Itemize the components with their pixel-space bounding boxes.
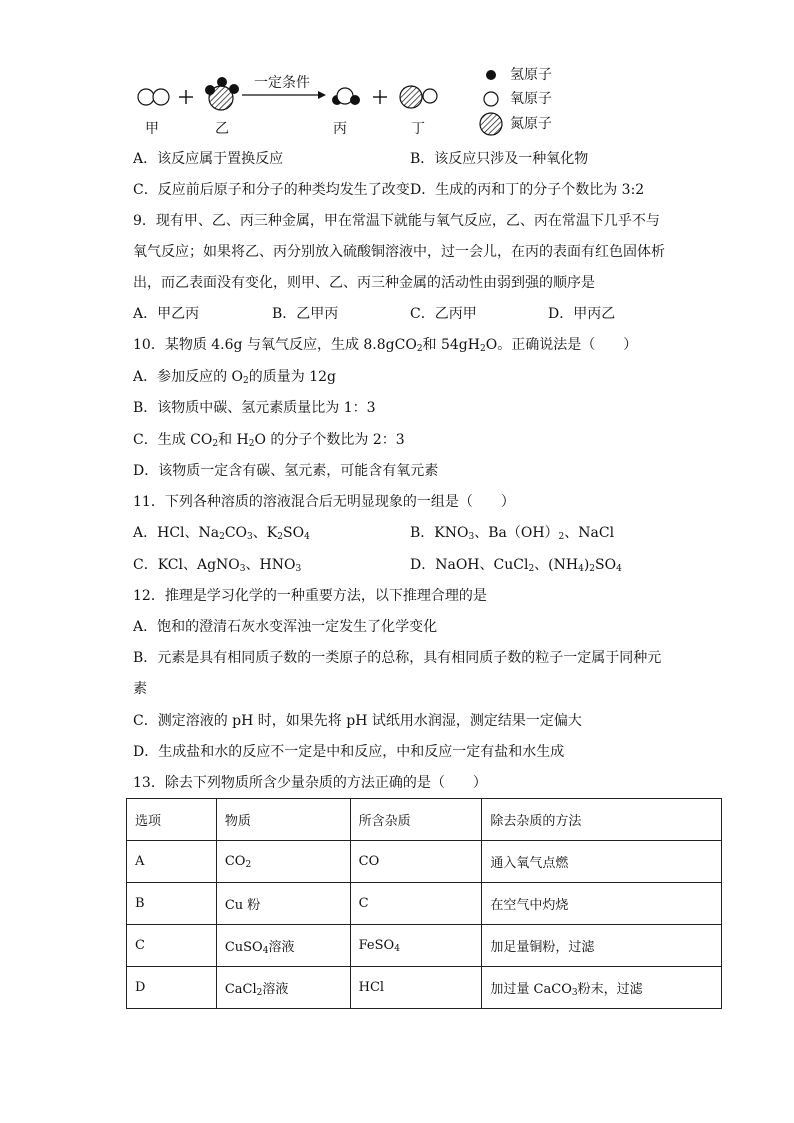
legend-nitrogen-label: 氮原子 — [510, 116, 552, 132]
cell-method: 加过量 CaCO$_3$粉末，过滤 — [482, 967, 722, 1009]
legend-hydrogen-icon — [486, 70, 496, 80]
cell-method: 在空气中灼烧 — [482, 883, 722, 925]
q8-option-d: D．生成的丙和丁的分子个数比为 3:2 — [410, 182, 645, 198]
q9-option-c: C．乙丙甲 — [410, 306, 477, 322]
cell-impurity: FeSO$_4$ — [350, 925, 482, 967]
reaction-arrow — [242, 91, 326, 99]
q9-option-d: D．甲丙乙 — [548, 306, 616, 322]
cell-impurity: CO — [350, 841, 482, 883]
q10-option-c: C．生成 $CO_2$和 $H_2O$ 的分子个数比为 2：3 — [133, 432, 405, 449]
q12-option-c: C．测定溶液的 pH 时，如果先将 pH 试纸用水润湿，测定结果一定偏大 — [133, 713, 582, 729]
q11-option-d: D．NaOH、CuCl$_2$、$(NH_4)_2SO_4$ — [410, 557, 622, 574]
q13-stem: 13．除去下列物质所含少量杂质的方法正确的是（ ） — [133, 775, 487, 791]
table-row — [127, 967, 722, 1009]
cell-option: D — [127, 967, 217, 1009]
plus-sign-2 — [373, 90, 387, 104]
molecule-yi — [205, 77, 239, 110]
q8-option-a: A．该反应属于置换反应 — [133, 151, 284, 167]
label-yi: 乙 — [215, 121, 229, 137]
q12-option-d: D．生成盐和水的反应不一定是中和反应，中和反应一定有盐和水生成 — [133, 744, 565, 760]
q9-stem-line-1: 9．现有甲、乙、丙三种金属，甲在常温下就能与氧气反应，乙、丙在常温下几乎不与 — [133, 213, 660, 229]
header-impurity: 所含杂质 — [350, 799, 482, 841]
cell-impurity: HCl — [350, 967, 482, 1009]
q11-option-b: B．$KNO_3$、$Ba(OH)_2$、NaCl — [410, 525, 615, 542]
q9-stem-line-2: 氧气反应；如果将乙、丙分别放入硫酸铜溶液中，过一会儿，在丙的表面有红色固体析 — [133, 244, 665, 260]
cell-option: C — [127, 925, 217, 967]
cell-method: 通入氧气点燃 — [482, 841, 722, 883]
table-row — [127, 925, 722, 967]
label-ding: 丁 — [411, 121, 425, 137]
q8-option-b: B．该反应只涉及一种氧化物 — [410, 151, 589, 167]
cell-substance: $CO_2$ — [216, 841, 350, 883]
label-bing: 丙 — [333, 121, 347, 137]
q12-option-b-line-2: 素 — [133, 681, 147, 697]
legend-nitrogen-icon — [480, 113, 502, 135]
label-jia: 甲 — [145, 121, 159, 137]
q8-option-c: C．反应前后原子和分子的种类均发生了改变 — [133, 182, 410, 198]
header-substance: 物质 — [216, 799, 350, 841]
q11-option-a: A．HCl、$Na_2CO_3$、$K_2SO_4$ — [133, 525, 310, 542]
q10-option-b: B．该物质中碳、氢元素质量比为 1：3 — [133, 400, 376, 416]
cell-method: 加足量铜粉，过滤 — [482, 925, 722, 967]
q10-stem: 10．某物质 4.6g 与氧气反应，生成 8.8gCO$_2$和 $54gH_2O$。正确说法是（ ） — [133, 337, 638, 354]
q11-stem: 11．下列各种溶质的溶液混合后无明显现象的一组是（ ） — [133, 494, 515, 510]
q10-option-d: D．该物质一定含有碳、氢元素，可能含有氧元素 — [133, 463, 439, 479]
cell-option: B — [127, 883, 217, 925]
cell-substance: Cu 粉 — [216, 883, 350, 925]
q12-option-b-line-1: B．元素是具有相同质子数的一类原子的总称，具有相同质子数的粒子一定属于同种元 — [133, 650, 662, 666]
q9-stem-line-3: 出，而乙表面没有变化，则甲、乙、丙三种金属的活动性由弱到强的顺序是 — [133, 275, 595, 291]
molecule-bing — [332, 88, 360, 105]
reaction-condition: 一定条件 — [254, 75, 310, 91]
molecule-jia — [138, 89, 169, 105]
molecule-ding — [400, 86, 437, 108]
reaction-diagram-svg — [0, 0, 794, 150]
legend-oxygen-icon — [484, 92, 498, 106]
table-row — [127, 841, 722, 883]
cell-option: A — [127, 841, 217, 883]
q10-option-a: A．参加反应的 $O_2$的质量为 12g — [133, 369, 337, 386]
q13-table — [126, 798, 722, 1009]
cell-substance: CuSO$_4$溶液 — [216, 925, 350, 967]
q9-option-b: B．乙甲丙 — [272, 306, 339, 322]
table-header-row — [127, 799, 722, 841]
legend-hydrogen-label: 氢原子 — [510, 67, 552, 83]
header-method: 除去杂质的方法 — [482, 799, 722, 841]
q11-option-c: C．KCl、AgNO$_3$、$HNO_3$ — [133, 557, 302, 574]
plus-sign-1 — [179, 90, 193, 104]
cell-impurity: C — [350, 883, 482, 925]
q9-option-a: A．甲乙丙 — [133, 306, 200, 322]
table-row — [127, 883, 722, 925]
cell-substance: CaCl$_2$溶液 — [216, 967, 350, 1009]
q12-stem: 12．推理是学习化学的一种重要方法，以下推理合理的是 — [133, 588, 487, 604]
header-option: 选项 — [127, 799, 217, 841]
legend-oxygen-label: 氧原子 — [510, 91, 552, 107]
q12-option-a: A．饱和的澄清石灰水变浑浊一定发生了化学变化 — [133, 619, 438, 635]
reaction-diagram — [0, 0, 794, 150]
